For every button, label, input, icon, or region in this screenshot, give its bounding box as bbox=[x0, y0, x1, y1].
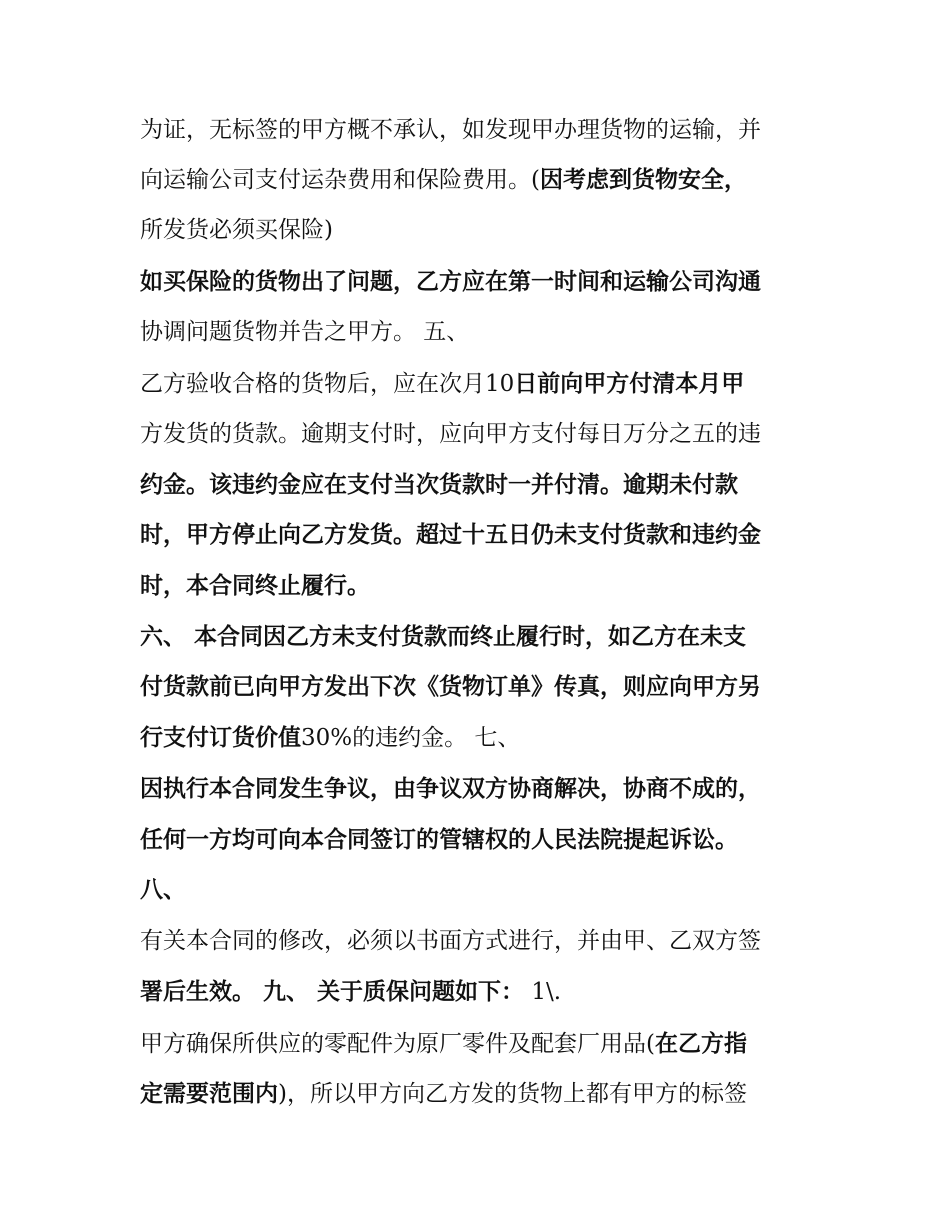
text-line: 八、 bbox=[140, 877, 186, 903]
text-line: 任何一方均可向本合同签订的管辖权的人民法院提起诉讼。 bbox=[140, 827, 738, 853]
text-line: 因执行本合同发生争议，由争议双方协商解决，协商不成的， bbox=[140, 776, 761, 802]
text-line: 付货款前已向甲方发出下次《货物订单》传真，则应向甲方另 bbox=[140, 674, 761, 700]
text-line: 约金。该违约金应在支付当次货款时一并付清。逾期未付款 bbox=[140, 472, 738, 498]
text-line: 行支付订货价值30%的违约金。 七、 bbox=[140, 725, 521, 751]
text-line: 向运输公司支付运杂费用和保险费用。(因考虑到货物安全， bbox=[140, 167, 747, 193]
text-line: 六、 本合同因乙方未支付货款而终止履行时，如乙方在未支 bbox=[140, 624, 747, 650]
text-line: 甲方确保所供应的零配件为原厂零件及配套厂用品(在乙方指 bbox=[140, 1031, 747, 1057]
text-line: 定需要范围内)，所以甲方向乙方发的货物上都有甲方的标签 bbox=[140, 1081, 747, 1107]
text-line: 方发货的货款。逾期支付时，应向甲方支付每日万分之五的违 bbox=[140, 421, 761, 447]
text-line: 乙方验收合格的货物后，应在次月10日前向甲方付清本月甲 bbox=[140, 371, 745, 397]
text-line: 所发货必须买保险) bbox=[140, 217, 333, 243]
text-line: 为证，无标签的甲方概不承认，如发现甲办理货物的运输，并 bbox=[140, 117, 761, 143]
text-line: 如买保险的货物出了问题，乙方应在第一时间和运输公司沟通 bbox=[140, 269, 761, 295]
text-line: 署后生效。 九、 关于质保问题如下： 1\. bbox=[140, 979, 562, 1005]
text-line: 时，甲方停止向乙方发货。超过十五日仍未支付货款和违约金 bbox=[140, 522, 761, 548]
text-line: 时，本合同终止履行。 bbox=[140, 573, 370, 599]
text-line: 有关本合同的修改，必须以书面方式进行，并由甲、乙双方签 bbox=[140, 928, 761, 954]
text-line: 协调问题货物并告之甲方。 五、 bbox=[140, 319, 470, 345]
